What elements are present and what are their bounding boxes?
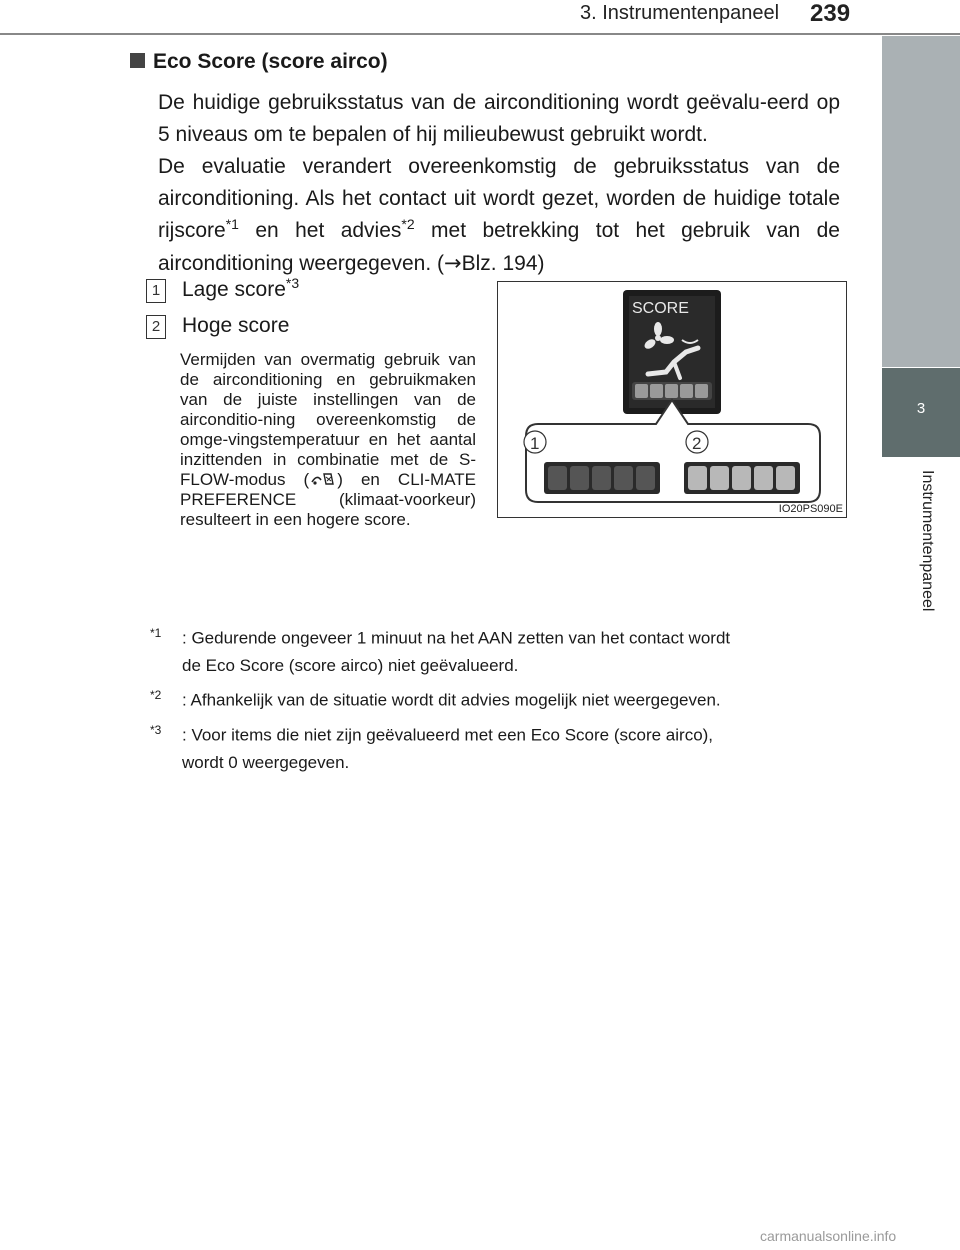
screen-score-bar [632, 382, 712, 400]
evaluation-paragraph [158, 151, 840, 280]
footnote-continuation: wordt 0 weergegeven. [182, 752, 350, 772]
item-number-1: 1 [146, 279, 166, 303]
figure-code: IO20PS090E [778, 503, 843, 515]
footnote-mark [150, 620, 182, 652]
footnote-mark-text: *2 [150, 688, 162, 702]
footnote-ref-2: *2 [401, 216, 415, 232]
intro-paragraph: De huidige gebruiksstatus van de airconditioning wordt geëvalu-eerd op 5 niveaus om te bepalen of hij milieubewust gebruikt wordt. [158, 91, 840, 146]
eco-score-illustration [498, 282, 846, 517]
section-heading [130, 50, 388, 74]
watermark: carmanualsonline.info [760, 1228, 897, 1244]
item-number-2: 2 [146, 315, 166, 339]
footnote-3 [150, 717, 840, 776]
footnote-2 [150, 682, 840, 714]
footnote-mark [150, 717, 182, 749]
chapter-tab-number: 3 [916, 400, 926, 417]
page-reference-link[interactable]: Blz. 194) [461, 252, 545, 275]
footnote-continuation: de Eco Score (score airco) niet geëvalueerd. [182, 655, 519, 675]
page-number: 239 [810, 0, 851, 27]
advice-paragraph [180, 350, 476, 530]
footnote-ref-3: *3 [285, 275, 300, 291]
para-text-c: met betrekking tot het gebruik van de airconditioning weergegeven. ( [158, 219, 840, 275]
advice-text-b: ) en CLI-MATE PREFERENCE (klimaat-voorkeur) resulteert in een hogere score. [180, 470, 476, 529]
footnote-mark-text: *3 [150, 723, 162, 737]
footnote-ref-1: *1 [225, 216, 239, 232]
bullet-square-icon [130, 53, 145, 68]
item-label-text: Lage score [182, 278, 286, 301]
callout-marker-1-text: 1 [530, 434, 540, 453]
para-text-b: en het advies [238, 219, 402, 242]
footnote-text: : Voor items die niet zijn geëvalueerd met een Eco Score (score airco), [182, 725, 714, 745]
section-heading-text: Eco Score (score airco) [153, 50, 388, 73]
high-score-bar [684, 462, 800, 494]
advice-text-a: Vermijden van overmatig gebruik van de airconditioning en gebruikmaken van de juiste instellingen van de airconditio-ning overeenkomstig de omge-vingstemperatuur en het aantal inzittenden in combinatie met de S-FLOW-modus ( [180, 350, 476, 489]
footnote-text: : Afhankelijk van de situatie wordt dit advies mogelijk niet weergegeven. [182, 690, 721, 710]
item-label-low-score [182, 275, 300, 302]
arrow-right-icon: → [444, 251, 462, 275]
eco-score-figure [497, 281, 847, 518]
callout-marker-2-text: 2 [692, 434, 702, 453]
footnote-text: : Gedurende ongeveer 1 minuut na het AAN zetten van het contact wordt [182, 628, 731, 648]
screen-title: SCORE [632, 300, 689, 317]
header-divider [0, 33, 960, 35]
side-tab-bar [882, 36, 960, 367]
chapter-tab-label: Instrumentenpaneel [919, 470, 936, 612]
para-text-a: De evaluatie verandert overeenkomstig de gebruiksstatus van de airconditioning. Als het contact uit wordt gezet, worden de huidige totale rijscore [158, 155, 840, 242]
footnote-1 [150, 620, 840, 679]
item-label-high-score: Hoge score [182, 314, 290, 337]
footnote-mark-text: *1 [150, 626, 162, 640]
footnote-mark [150, 682, 182, 714]
low-score-bar [544, 462, 660, 494]
s-flow-icon [309, 470, 337, 488]
chapter-title: 3. Instrumentenpaneel [580, 2, 780, 24]
